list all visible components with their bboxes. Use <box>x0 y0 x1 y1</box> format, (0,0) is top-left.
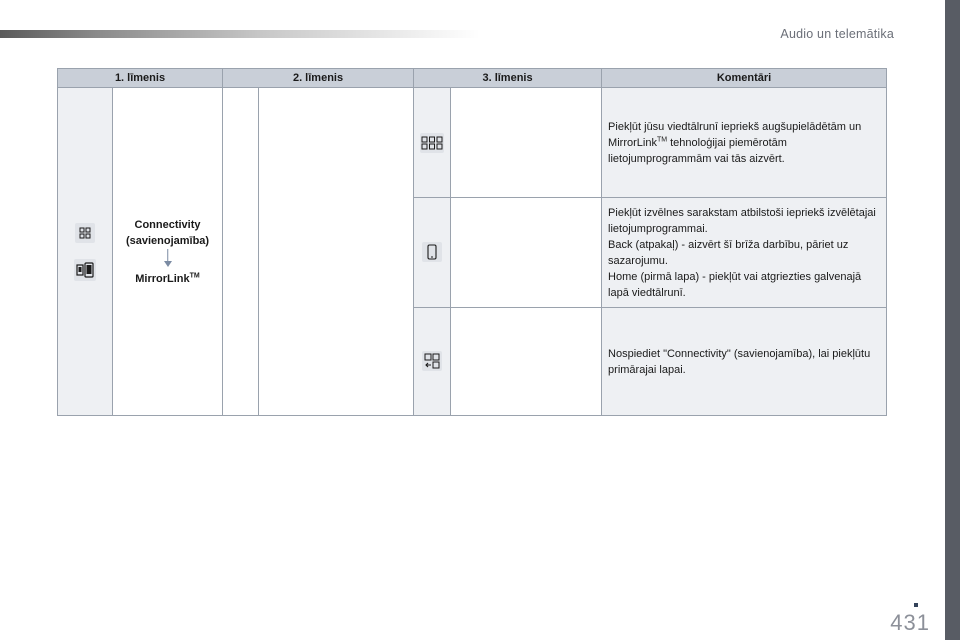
level3-icon-cell <box>414 88 451 198</box>
apps-grid-icon <box>420 133 444 153</box>
back-to-connectivity-icon <box>422 351 442 371</box>
page-marker-dot <box>914 603 918 607</box>
section-title: Audio un telemātika <box>780 27 894 41</box>
level2-label-cell <box>259 88 414 416</box>
menu-table <box>57 68 887 416</box>
header-gradient-bar <box>0 30 480 38</box>
header-level1: 1. līmenis <box>58 69 223 88</box>
page-number: 431 <box>890 610 930 635</box>
level1-icon-cell <box>58 88 113 416</box>
table-header-row <box>58 69 887 88</box>
header-level2: 2. līmenis <box>223 69 414 88</box>
comment-cell: Piekļūt jūsu viedtālrunī iepriekš augšupielādētām un MirrorLink™ tehnoloģijai piemērotām lietojumprogrammām vai tās aizvērt. <box>602 88 887 198</box>
comment-cell: Nospiediet "Connectivity" (savienojamība), lai piekļūtu primārajai lapai. <box>602 308 887 416</box>
level3-label-cell <box>451 308 602 416</box>
mirrorlink-label: MirrorLink™ <box>135 271 200 285</box>
side-stripe <box>945 0 960 640</box>
level3-label-cell <box>451 88 602 198</box>
connectivity-grid-icon <box>75 223 95 243</box>
arrow-down-icon <box>113 249 222 271</box>
header-level3: 3. līmenis <box>414 69 602 88</box>
connectivity-label: Connectivity (savienojamība) <box>125 218 210 247</box>
level1-label-cell <box>113 88 223 416</box>
table-row <box>58 88 887 198</box>
level3-icon-cell <box>414 198 451 308</box>
comment-cell: Piekļūt izvēlnes sarakstam atbilstoši iepriekš izvēlētajai lietojumprogrammai. Back (atpakaļ) - aizvērt šī brīža darbību, pāriet uz sazarojumu. Home (pirmā lapa) - piekļūt vai atgriezties galvenajā lapā viedtālrunī. <box>602 198 887 308</box>
level3-icon-cell <box>414 308 451 416</box>
level2-icon-cell <box>223 88 259 416</box>
level3-label-cell <box>451 198 602 308</box>
header-comments: Komentāri <box>602 69 887 88</box>
smartphone-icon <box>422 242 442 262</box>
mirrorlink-phone-icon <box>74 259 96 281</box>
